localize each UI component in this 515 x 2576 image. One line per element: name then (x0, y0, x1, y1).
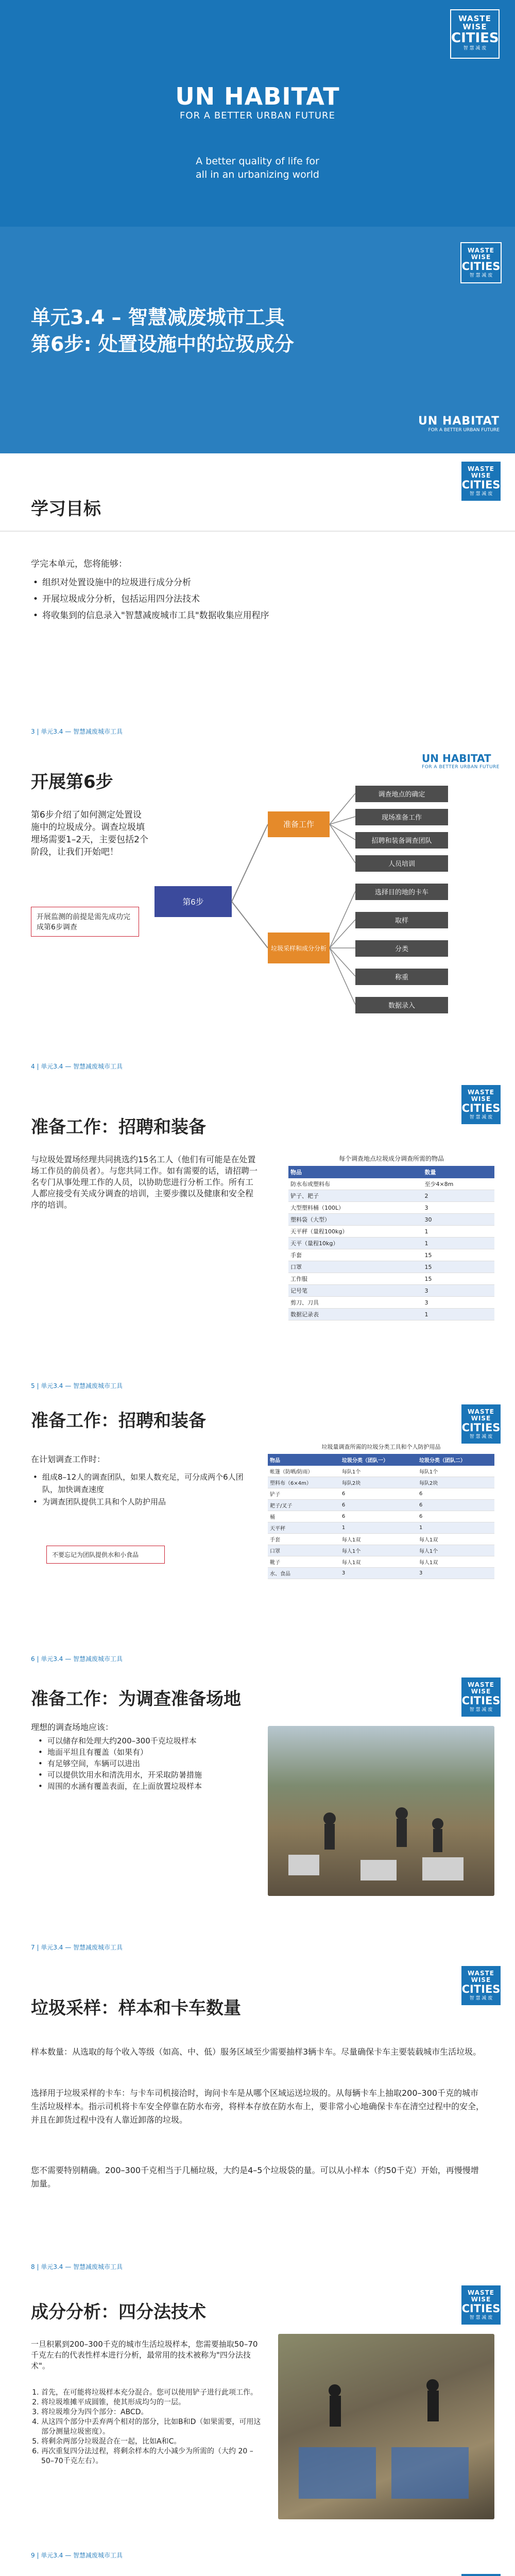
table-header: 数量 (422, 1166, 494, 1178)
table-cell: 每队2块 (417, 1477, 494, 1488)
table-cell: 1 (422, 1309, 494, 1320)
table-cell: 每人1双 (417, 1556, 494, 1568)
intro: 学完本单元，您将能够： (31, 559, 127, 569)
list-item: • 将收集到的信息录入"智慧减废城市工具"数据收集应用程序 (31, 607, 269, 624)
page-footer: 3 | 单元3.4 — 智慧减废城市工具 (31, 728, 123, 735)
table-cell: 15 (422, 1249, 494, 1261)
table-row (288, 1285, 494, 1297)
cover-title: 单元3.4 – 智慧减废城市工具 第6步: 处置设施中的垃圾成分 (31, 306, 294, 355)
table-row (268, 1466, 494, 1477)
svg-text:取样: 取样 (394, 917, 409, 924)
table-row (288, 1309, 494, 1320)
table-cell: 15 (422, 1261, 494, 1273)
table-row (268, 1477, 494, 1488)
table-cell: 耙子/叉子 (268, 1500, 340, 1511)
slide-title: 成分分析：四分法技术 (31, 2302, 206, 2323)
table-cell: 6 (417, 1488, 494, 1500)
table-cell: 3 (417, 1568, 494, 1579)
slide-title: 准备工作：招聘和装备 (31, 1411, 206, 1431)
list-item: 3. 将垃圾堆分为四个部分：ABCD。 (41, 2408, 263, 2417)
list-item: 5. 将剩余两部分垃圾混合在一起，比如A和C。 (41, 2437, 263, 2447)
list-item: • 有足够空间，车辆可以进出 (36, 1758, 247, 1769)
table-cell: 每人1双 (417, 1534, 494, 1545)
table-cell: 每队1个 (340, 1466, 417, 1477)
page-footer: 8 | 单元3.4 — 智慧减废城市工具 (31, 2263, 123, 2270)
table-cell: 手套 (268, 1534, 340, 1545)
table-row (268, 1534, 494, 1545)
table-header: 物品 (288, 1166, 422, 1178)
table-cell: 6 (340, 1511, 417, 1522)
table-cell: 手套 (288, 1249, 422, 1261)
cover-slide (0, 0, 515, 453)
list-item: • 可以提供饮用水和清洗用水，开采取防暑措施 (36, 1769, 247, 1781)
table-row (268, 1511, 494, 1522)
slide-title: 垃圾采样：样本和卡车数量 (31, 1998, 241, 2019)
waste-wise-logo-2: WASTE WISE CITIES 智 慧 减 废 (460, 242, 502, 283)
table-cell: 铲子 (268, 1488, 340, 1500)
table-cell: 大型塑料桶（100L） (288, 1202, 422, 1214)
slide-sort-weigh (0, 2566, 515, 2576)
table-cell: 口罩 (288, 1261, 422, 1273)
table-cell: 工作服 (288, 1273, 422, 1285)
site-photo (268, 1726, 494, 1896)
table-cell: 每队2块 (340, 1477, 417, 1488)
page-footer: 6 | 单元3.4 — 智慧减废城市工具 (31, 1655, 123, 1663)
paragraph: 您不需要特别精确。200–300千克相当于几桶垃圾，大约是4–5个垃圾袋的量。可以从小样本（约50千克）开始，再慢慢增加量。 (31, 2165, 479, 2189)
svg-text:现场准备工作: 现场准备工作 (381, 814, 422, 821)
slide-title: 开展第6步 (31, 772, 113, 792)
paragraph: 选择用于垃圾采样的卡车：与卡车司机接洽时，询问卡车是从哪个区域运送垃圾的。从每辆卡车上抽取200–300千克的城市生活垃圾样本。指示司机将卡车安全停靠在防水布旁，将样本存放在防水布上，要非常小心地确保卡车在清空过程中的安全，并且在卸货过程中没有人靠近卸落的垃圾。 (31, 2088, 485, 2125)
svg-text:垃圾采样和成分分析: 垃圾采样和成分分析 (270, 945, 327, 952)
table-cell: 6 (417, 1511, 494, 1522)
page-footer: 5 | 单元3.4 — 智慧减废城市工具 (31, 1382, 123, 1389)
svg-text:选择目的地的卡车: 选择目的地的卡车 (374, 888, 429, 896)
slide-title: 准备工作：招聘和装备 (31, 1117, 206, 1138)
table-cell: 口罩 (268, 1545, 340, 1556)
table-cell: 天平（量程10kg） (288, 1238, 422, 1249)
paragraph: 样本数量：从选取的每个收入等级（如高、中、低）服务区域至少需要抽样3辆卡车。尽量确保卡车主要装载城市生活垃圾。 (31, 2047, 482, 2057)
quartering-photo (278, 2334, 494, 2519)
table-cell: 桶 (268, 1511, 340, 1522)
intro: 一旦积累到200–300千克的城市生活垃圾样本，您需要抽取50–70千克左右的代表性样本进行分析，最常用的技术被称为"四分法技术"。 (31, 2340, 258, 2370)
list-item: • 组织对处置设施中的垃圾进行成分分析 (31, 574, 269, 591)
svg-text:招聘和装备调查团队: 招聘和装备调查团队 (371, 837, 432, 844)
table-cell: 数据记录表 (288, 1309, 422, 1320)
svg-text:数据录入: 数据录入 (388, 1002, 416, 1009)
list-item: 2. 将垃圾堆摊平成圆锥，使其形成均匀的一层。 (41, 2398, 263, 2408)
waste-wise-logo: WASTE WISE CITIES 智 慧 减 废 (460, 1676, 502, 1718)
slide-prepare-site (0, 1669, 515, 1958)
table-row (268, 1500, 494, 1511)
table-cell: 2 (422, 1190, 494, 1202)
list-item: • 地面平坦且有覆盖（如果有） (36, 1747, 247, 1758)
table-row (288, 1190, 494, 1202)
table-cell: 每队1个 (417, 1466, 494, 1477)
slide-title: 学习目标 (31, 499, 101, 519)
table-cell: 3 (422, 1202, 494, 1214)
table-cell: 3 (340, 1568, 417, 1579)
waste-wise-logo: WASTE WISE CITIES 智 慧 减 废 (460, 1084, 502, 1125)
table-cell: 15 (422, 1273, 494, 1285)
slogan: A better quality of life for all in an urbanizing world (196, 156, 319, 180)
page-footer: 9 | 单元3.4 — 智慧减废城市工具 (31, 2552, 123, 2559)
plan-list (31, 1471, 258, 1508)
goal-list (31, 574, 269, 624)
page-footer: 7 | 单元3.4 — 智慧减废城市工具 (31, 1944, 123, 1951)
table-header: 垃圾分类（团队二） (417, 1454, 494, 1466)
un-habitat-logo: UN HABITAT FOR A BETTER URBAN FUTURE (422, 752, 500, 770)
table-row (288, 1226, 494, 1238)
table-cell: 每人1双 (340, 1534, 417, 1545)
center-label: 第6步 (182, 898, 204, 907)
table-cell: 塑料袋（大型） (288, 1214, 422, 1226)
slide-learning-goals (0, 453, 515, 742)
table-cell: 剪刀、刀具 (288, 1297, 422, 1309)
table-cell: 帐篷（防晒/防雨） (268, 1466, 340, 1477)
un-habitat-logo: UN HABITAT FOR A BETTER URBAN FUTURE (175, 82, 340, 121)
table-cell: 6 (340, 1500, 417, 1511)
table-cell: 3 (422, 1285, 494, 1297)
slide-quartering (0, 2277, 515, 2566)
table-header: 物品 (268, 1454, 340, 1466)
page-footer: 4 | 单元3.4 — 智慧减废城市工具 (31, 1063, 123, 1070)
list-item: • 可以储存和处理大约200–300千克垃圾样本 (36, 1735, 247, 1747)
table-row (288, 1202, 494, 1214)
waste-wise-logo: WASTE WISE CITIES 智 慧 减 废 (460, 1965, 502, 2006)
table-cell: 每人1个 (417, 1545, 494, 1556)
table-cell: 每人1双 (340, 1556, 417, 1568)
table-cell: 塑料布（6×4m） (268, 1477, 340, 1488)
table-cell: 水、食品 (268, 1568, 340, 1579)
slide-desc: 理想的调查场地应该： (31, 1722, 114, 1732)
step-desc: 第6步介绍了如何测定处置设施中的垃圾成分。调查垃圾填埋场需要1–2天，主要包括2个阶段，让我们开始吧！ (31, 810, 148, 857)
svg-text:分类: 分类 (394, 945, 409, 953)
table-row (268, 1556, 494, 1568)
step-list (41, 2388, 263, 2466)
waste-wise-logo: WASTE WISE CITIES 智 慧 减 废 (460, 2284, 502, 2326)
table-cell: 至少4×8m (422, 1178, 494, 1190)
table-cell: 1 (340, 1522, 417, 1534)
table-cell: 30 (422, 1214, 494, 1226)
table-cell: 1 (422, 1226, 494, 1238)
table-cell: 铲子、耙子 (288, 1190, 422, 1202)
waste-wise-logo: WASTE WISE CITIES 智 慧 减 废 (460, 461, 502, 502)
tools-table: 垃圾量调查所需的垃圾分类工具和个人防护用品 物品 垃圾分类（团队一） 垃圾分类（团队二） 帐篷（防晒/防雨） 每队1个 每队1个 塑料布（6×4m） 每队2块 每队2块 铲子 6 6 耙子/叉子 6 6 桶 6 6 天平秤 1 1 手套 每人1双 每人1双 口罩 每人1个 每人1个 靴子 每人1双 每人1双 水、食品 3 3 (268, 1443, 494, 1579)
table-row (288, 1261, 494, 1273)
slide-step6-overview (0, 742, 515, 1077)
svg-text:人员培训: 人员培训 (388, 860, 416, 868)
table-cell: 靴子 (268, 1556, 340, 1568)
table-cell: 记号笔 (288, 1285, 422, 1297)
waste-wise-logo: WASTE WISE CITIES 智 慧 减 废 (460, 1403, 502, 1445)
note-box: 不要忘记为团队提供水和小食品 (46, 1546, 165, 1564)
table-cell: 3 (422, 1297, 494, 1309)
slide-desc: 与垃圾处置场经理共同挑选约15名工人（他们有可能是在处置场工作员的前员者）。与您共同工作。如有需要的话，请招聘一名专门从事处理工作的人员，以协助您进行分析工作。所有工人都应接受有关成分调查的培训，主要步骤以及健康和安全程序的培训。 (31, 1155, 258, 1210)
cover-unhabitat: UN HABITAT FOR A BETTER URBAN FUTURE (418, 415, 500, 433)
waste-wise-logo (460, 2573, 502, 2576)
note-box: 开展监测的前提是需先成功完成第6步调查 (31, 907, 139, 937)
table-row (268, 1488, 494, 1500)
table-cell: 1 (422, 1238, 494, 1249)
table-cell: 每人1个 (340, 1545, 417, 1556)
table-cell: 天平秤（量程100kg） (288, 1226, 422, 1238)
table-row (288, 1238, 494, 1249)
equipment-table: 每个调查地点垃圾成分调查所需的物品 物品 数量 防水布或塑料布 至少4×8m 铲子、耙子 2 大型塑料桶（100L） 3 塑料袋（大型） 30 天平秤（量程100kg） 1 天平（量程10kg） 1 手套 15 口罩 15 工作服 15 记号笔 3 剪刀、刀具 3 数据记录表 1 (288, 1154, 494, 1320)
slide-desc: 在计划调查工作时： (31, 1454, 106, 1464)
table-cell: 天平秤 (268, 1522, 340, 1534)
table-row (288, 1214, 494, 1226)
table-row (288, 1249, 494, 1261)
list-item: • 开展垃圾成分分析，包括运用四分法技术 (31, 591, 269, 607)
waste-wise-logo: WASTE WISE CITIES 智 慧 减 废 (450, 9, 500, 59)
list-item: • 为调查团队提供工具和个人防护用品 (31, 1496, 258, 1508)
svg-text:称重: 称重 (394, 973, 409, 981)
step-diagram (154, 783, 489, 1051)
table-row (268, 1568, 494, 1579)
slide-recruit-equip-2 (0, 1396, 515, 1669)
table-row (288, 1297, 494, 1309)
list-item: 4. 从这四个部分中丢弃两个相对的部分，比如B和D（如果需要，可用这部分测量垃圾密度）。 (41, 2417, 263, 2437)
slide-recruit-equip (0, 1077, 515, 1396)
list-item: • 周围的水涵有覆盖表面，在上面放置垃圾样本 (36, 1781, 247, 1792)
table-cell: 1 (417, 1522, 494, 1534)
list-item: 1. 首先，在可能将垃圾样本充分混合。您可以使用铲子进行此项工作。 (41, 2388, 263, 2398)
table-cell: 6 (417, 1500, 494, 1511)
table-cell: 6 (340, 1488, 417, 1500)
slide-sampling (0, 1958, 515, 2277)
table-row (268, 1545, 494, 1556)
table-row (288, 1178, 494, 1190)
table-header: 垃圾分类（团队一） (340, 1454, 417, 1466)
list-item: • 组成8–12人的调查团队，如果人数充足，可分成两个6人团队，加快调查速度 (31, 1471, 258, 1496)
svg-text:调查地点的确定: 调查地点的确定 (378, 790, 425, 798)
site-list (36, 1735, 247, 1792)
table-row (288, 1273, 494, 1285)
table-cell: 防水布或塑料布 (288, 1178, 422, 1190)
svg-text:准备工作: 准备工作 (283, 820, 315, 829)
list-item: 6. 再次重复四分法过程，将剩余样本的大小减少为所需的（大约 20 – 50–70千克左右）。 (41, 2447, 263, 2466)
slide-title: 准备工作：为调查准备场地 (31, 1689, 241, 1709)
table-row (268, 1522, 494, 1534)
